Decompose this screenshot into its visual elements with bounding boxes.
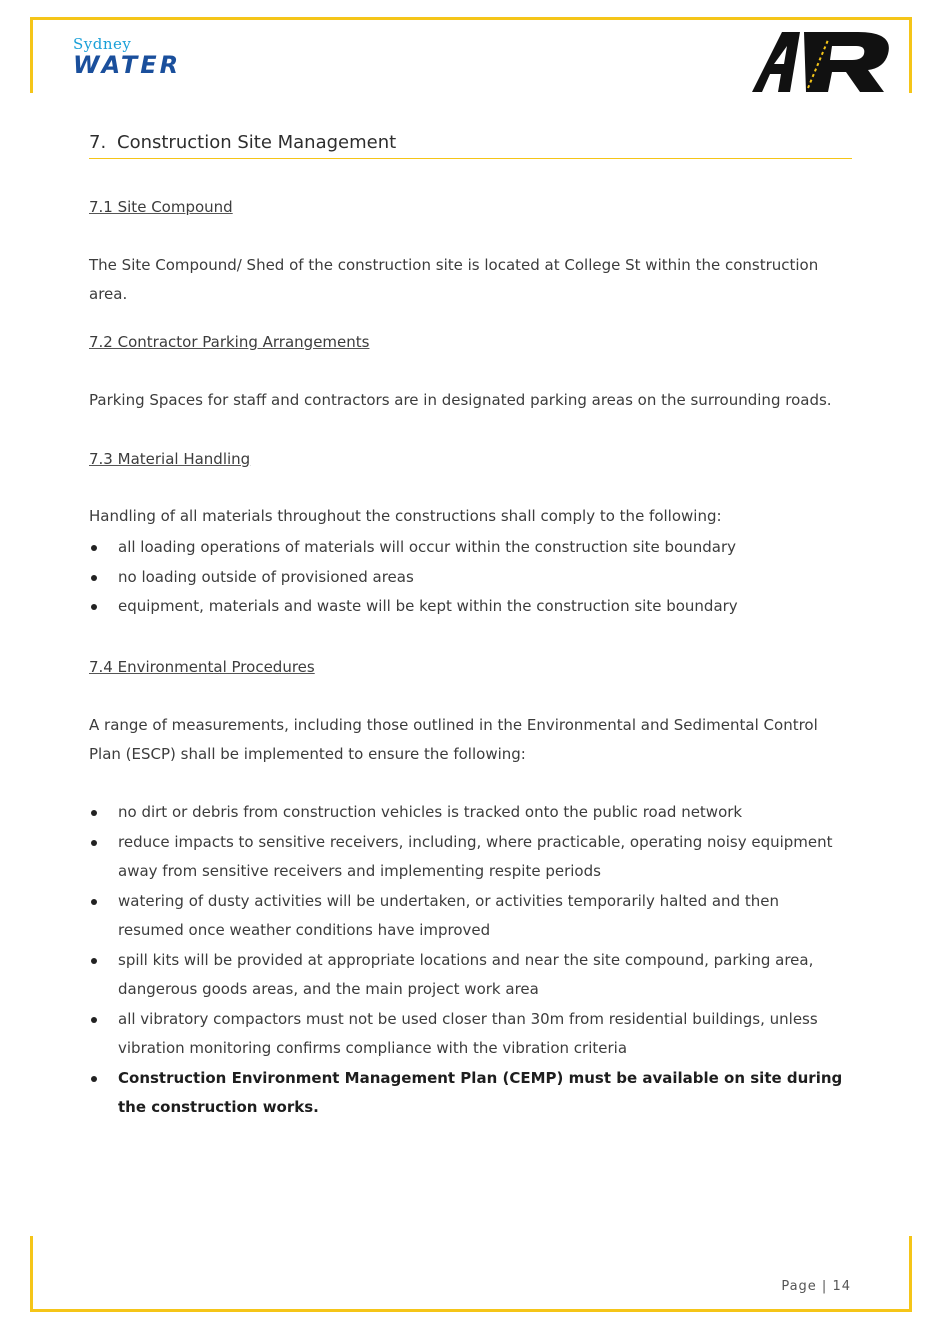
list-item [89, 563, 849, 593]
list-item-text: watering of dusty activities will be undertaken, or activities temporarily halted and then resumed once weather conditions have improved [118, 891, 779, 939]
list-item-text: all vibratory compactors must not be used closer than 30m from residential buildings, unless vibration monitoring confirms compliance with the vibration criteria [118, 1009, 818, 1057]
list-item-text: reduce impacts to sensitive receivers, including, where practicable, operating noisy equipment away from sensitive receivers and implementing respite periods [118, 832, 833, 880]
env-bullet-list [89, 798, 849, 1123]
list-item [89, 533, 849, 563]
paragraph-site-compound: The Site Compound/ Shed of the construction site is located at College St within the construction area. [89, 256, 819, 303]
section-heading [89, 132, 852, 159]
list-item [89, 828, 849, 887]
list-item-text: Construction Environment Management Plan (CEMP) must be available on site during the construction works. [118, 1068, 843, 1116]
subsection-heading-material: 7.3 Material Handling [89, 450, 251, 468]
bullet-icon [91, 840, 97, 846]
paragraph-parking: Parking Spaces for staff and contractors are in designated parking areas on the surrounding roads. [89, 391, 832, 409]
section-number: 7. [89, 132, 107, 153]
subsection-heading-site-compound: 7.1 Site Compound [89, 198, 233, 216]
bullet-icon [91, 958, 97, 964]
list-item [89, 946, 849, 1005]
bullet-icon [91, 545, 97, 551]
subsection-heading-parking: 7.2 Contractor Parking Arrangements [89, 333, 370, 351]
sydney-water-logo [73, 36, 181, 78]
subsection-heading-environmental: 7.4 Environmental Procedures [89, 658, 315, 676]
ar-logo-graphic [748, 28, 898, 94]
bullet-icon [91, 604, 97, 610]
list-item-text: no dirt or debris from construction vehicles is tracked onto the public road network [118, 803, 743, 821]
list-item-text: equipment, materials and waste will be kept within the construction site boundary [118, 597, 738, 615]
material-bullet-list [89, 533, 849, 622]
bullet-icon [91, 1076, 97, 1082]
paragraph-env-intro: A range of measurements, including those outlined in the Environmental and Sedimental Control Plan (ESCP) shall be implemented to ensure the following: [89, 716, 818, 763]
bullet-icon [91, 899, 97, 905]
list-item [89, 798, 849, 828]
list-item [89, 592, 849, 622]
logo-water-text: WATER [73, 51, 182, 79]
section-title: Construction Site Management [117, 132, 397, 153]
page-number: Page | 14 [781, 1279, 851, 1294]
bullet-icon [91, 575, 97, 581]
paragraph-material-intro: Handling of all materials throughout the constructions shall comply to the following: [89, 507, 722, 525]
list-item-text: all loading operations of materials will occur within the construction site boundary [118, 538, 737, 556]
logo-sydney-text: Sydney [73, 35, 132, 53]
list-item-cemp [89, 1064, 849, 1123]
list-item-text: no loading outside of provisioned areas [118, 567, 414, 586]
bullet-icon [91, 1017, 97, 1023]
ar-logo [748, 28, 898, 94]
list-item [89, 887, 849, 946]
list-item-text: spill kits will be provided at appropriate locations and near the site compound, parking area, dangerous goods areas, and the main project work area [118, 950, 814, 998]
page-frame-bottom [30, 1236, 912, 1312]
list-item [89, 1005, 849, 1064]
bullet-icon [91, 810, 97, 816]
